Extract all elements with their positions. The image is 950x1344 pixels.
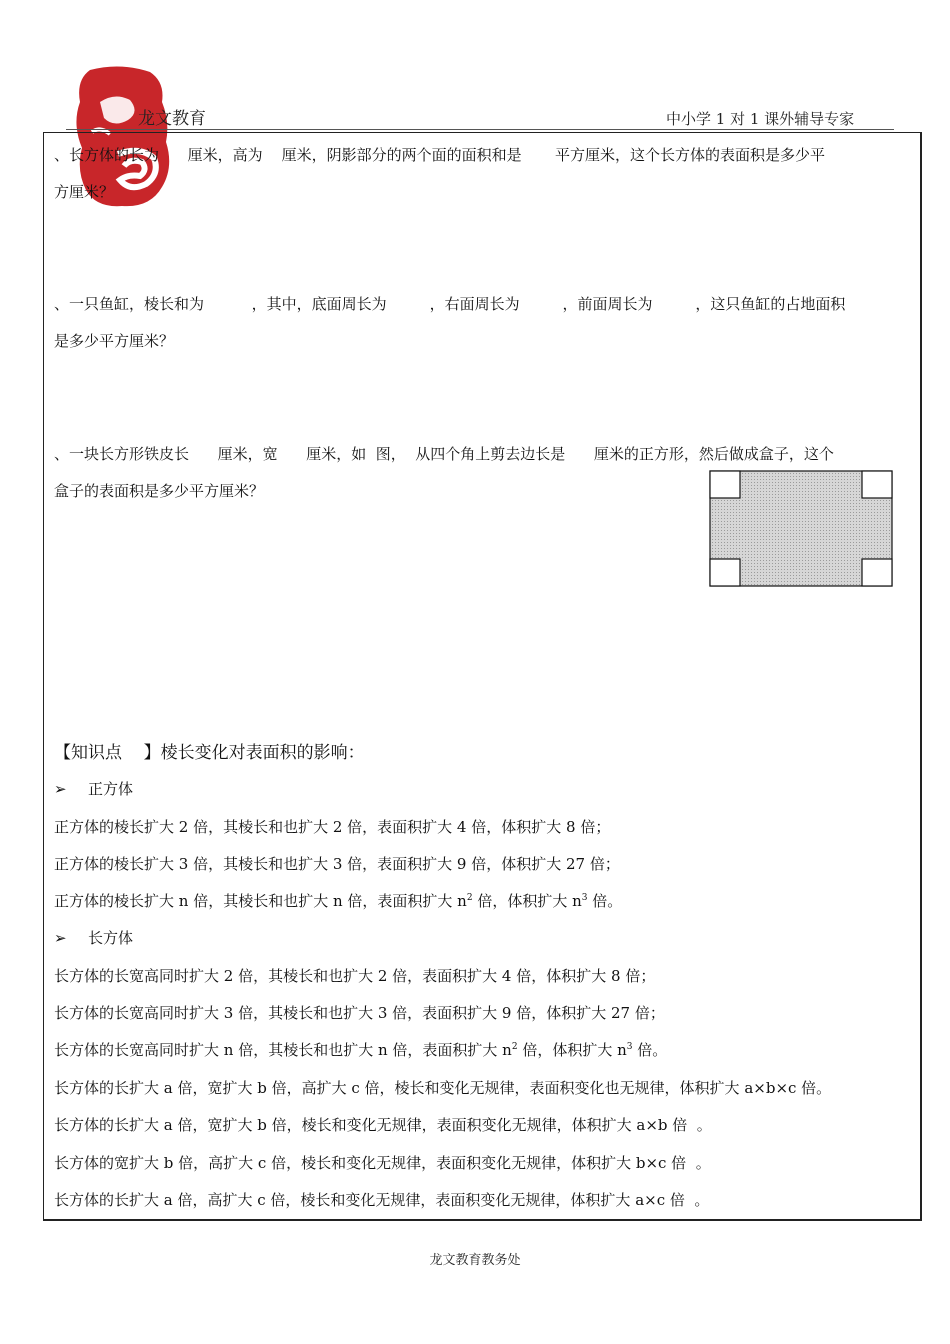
page-footer: 龙文教育教务处 <box>429 1253 521 1268</box>
question-2-line-2: 是多少平方厘米？ <box>54 332 175 350</box>
cuboid-rule-line: 长方体的长宽高同时扩大 3 倍，其棱长和也扩大 3 倍，表面积扩大 9 倍，体积扩大 27 倍； <box>54 1004 665 1022</box>
brand-name: 龙文教育 <box>138 109 206 129</box>
question-1-line-2: 方厘米？ <box>54 183 115 201</box>
header-tagline: 中小学 1 对 1 课外辅导专家 <box>666 110 855 128</box>
question-3-line-1: 、一块长方形铁皮长 厘米，宽 厘米，如 图， 从四个角上剪去边长是 厘米的正方形，然后做成盒子，这个 <box>54 445 834 463</box>
question-3-line-2: 盒子的表面积是多少平方厘米？ <box>54 482 265 500</box>
arrow-bullet-icon: ➢ <box>54 929 67 947</box>
corner-square-bottom-right <box>862 559 892 586</box>
cuboid-rule-line: 长方体的长扩大 a 倍，高扩大 c 倍，棱长和变化无规律，表面积变化无规律，体积扩大 a×c 倍 。 <box>54 1191 710 1209</box>
cube-section-title <box>54 778 133 799</box>
cuboid-rule-line: 长方体的长宽高同时扩大 2 倍，其棱长和也扩大 2 倍，表面积扩大 4 倍，体积扩大 8 倍； <box>54 967 656 985</box>
cuboid-rule-line: 长方体的长宽高同时扩大 n 倍，其棱长和也扩大 n 倍，表面积扩大 $n^2$ 倍，体积扩大 $n^3$ 倍。 <box>54 1041 668 1059</box>
cuboid-rule-line: 长方体的长扩大 a 倍，宽扩大 b 倍，高扩大 c 倍，棱长和变化无规律，表面积变化也无规律，体积扩大 a×b×c 倍。 <box>54 1079 832 1097</box>
cuboid-rule-line: 长方体的宽扩大 b 倍，高扩大 c 倍，棱长和变化无规律，表面积变化无规律，体积扩大 b×c 倍 。 <box>54 1154 711 1172</box>
cuboid-title: 长方体 <box>88 929 134 947</box>
cube-title: 正方体 <box>88 780 134 798</box>
corner-square-top-left <box>710 471 740 498</box>
cube-rule-line: 正方体的棱长扩大 n 倍，其棱长和也扩大 n 倍，表面积扩大 $n^2$ 倍，体积扩大 $n^3$ 倍。 <box>54 892 623 910</box>
arrow-bullet-icon: ➢ <box>54 780 67 798</box>
iron-sheet-diagram <box>709 470 893 587</box>
corner-square-bottom-left <box>710 559 740 586</box>
header-divider <box>66 129 894 130</box>
cuboid-rule-line: 长方体的长扩大 a 倍，宽扩大 b 倍，棱长和变化无规律，表面积变化无规律，体积扩大 a×b 倍 。 <box>54 1116 712 1134</box>
cube-rule-line: 正方体的棱长扩大 2 倍，其棱长和也扩大 2 倍，表面积扩大 4 倍，体积扩大 8 倍； <box>54 818 611 836</box>
cuboid-section-title <box>54 927 133 948</box>
cube-rule-line: 正方体的棱长扩大 3 倍，其棱长和也扩大 3 倍，表面积扩大 9 倍，体积扩大 27 倍； <box>54 855 620 873</box>
question-2-line-1: 、一只鱼缸，棱长和为 ，其中，底面周长为 ，右面周长为 ，前面周长为 ，这只鱼缸的占地面积 <box>54 295 846 313</box>
corner-square-top-right <box>862 471 892 498</box>
knowledge-heading: 【知识点 】棱长变化对表面积的影响： <box>54 743 365 763</box>
question-1-line-1: 、长方体的长为 厘米，高为 厘米，阴影部分的两个面的面积和是 平方厘米，这个长方体的表面积是多少平 <box>54 146 826 164</box>
